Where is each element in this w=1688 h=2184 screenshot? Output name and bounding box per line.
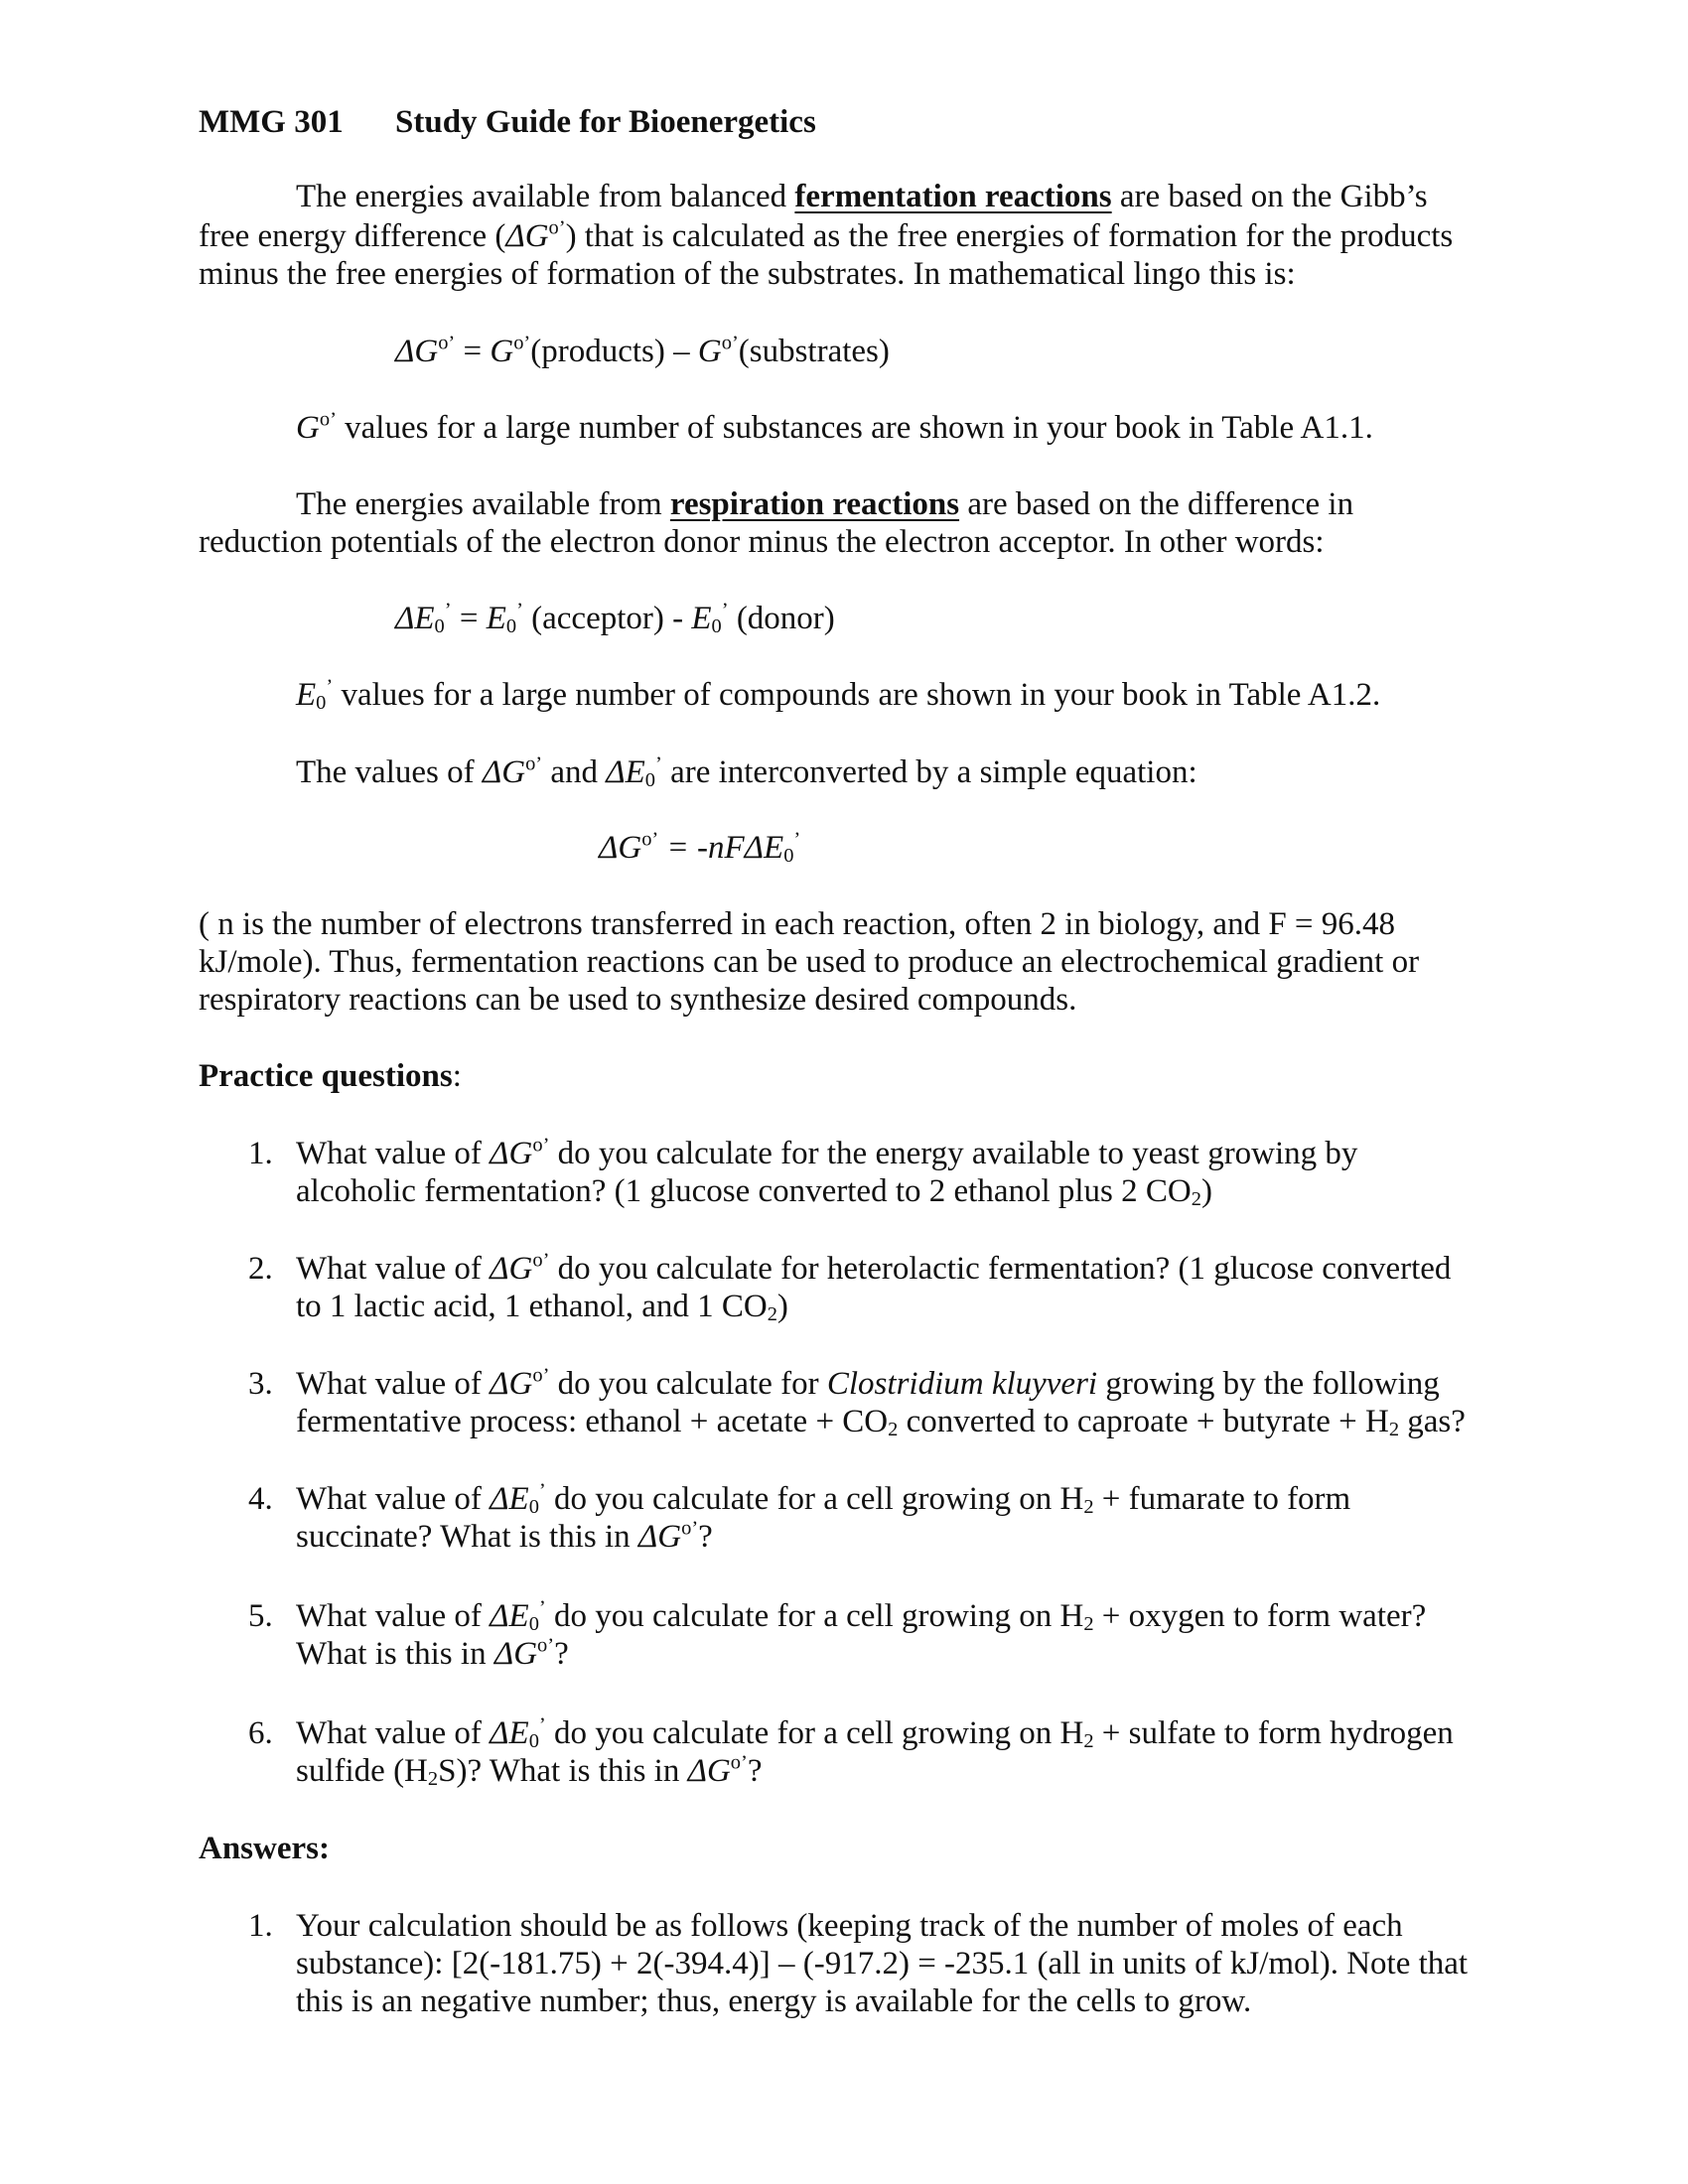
page-title: Study Guide for Bioenergetics xyxy=(395,104,816,140)
question-number: 5. xyxy=(248,1598,273,1634)
question-2-line-1: What value of $\Delta G^{o’}$ do you calculate for heterolactic fermentation? (1 glucose converted xyxy=(296,1249,1452,1287)
e-values-note: $E_0^’$ values for a large number of compounds are shown in your book in Table A1.2. xyxy=(296,675,1381,715)
answer-1-line-1: Your calculation should be as follows (keeping track of the number of moles of each xyxy=(296,1908,1403,1944)
question-3-line-1: What value of $\Delta G^{o’}$ do you calculate for Clostridium kluyveri growing by the following xyxy=(296,1364,1440,1402)
g-values-note: $G^{o’}$ values for a large number of substances are shown in your book in Table A1.1. xyxy=(296,408,1373,446)
question-number: 1. xyxy=(248,1136,273,1171)
question-4-line-1: What value of $\Delta E_0^’$ do you calculate for a cell growing on $H_2$ + fumarate to form xyxy=(296,1479,1351,1519)
question-5-line-2: What is this in $\Delta G^{o’}$? xyxy=(296,1634,569,1672)
answer-1-line-2: substance): [2(-181.75) + 2(-394.4)] – (-917.2) = -235.1 (all in units of kJ/mol). Note that xyxy=(296,1946,1469,1981)
question-4-line-2: succinate? What is this in $\Delta G^{o’}$? xyxy=(296,1517,713,1555)
respiration-reactions-term: respiration reactions xyxy=(669,486,960,522)
organism-name: Clostridium kluyveri xyxy=(826,1366,1098,1402)
practice-questions-heading: Practice questions: xyxy=(199,1058,462,1094)
question-3-line-2: fermentative process: ethanol + acetate + $CO_2$ converted to caproate + butyrate + $H_2$ gas? xyxy=(296,1404,1466,1441)
equation-delta-g: $\Delta G^{o’}$ = $G^{o’}(products)$ – $G^{o’}(substrates)$ xyxy=(395,332,890,369)
course-code: MMG 301 xyxy=(199,104,344,140)
question-5-line-1: What value of $\Delta E_0^’$ do you calculate for a cell growing on $H_2$ + oxygen to form water? xyxy=(296,1596,1427,1636)
answers-heading: Answers: xyxy=(199,1831,330,1866)
question-number: 2. xyxy=(248,1251,273,1287)
question-6-line-2: sulfide $(H_2S)$? What is this in $\Delta G^{o’}$? xyxy=(296,1751,763,1791)
question-1-line-1: What value of $\Delta G^{o’}$ do you calculate for the energy available to yeast growing by xyxy=(296,1134,1358,1171)
intro-paragraph-1-line-1: The energies available from balanced fermentation reactions are based on the Gibb’s xyxy=(296,179,1428,214)
equation-interconversion: $\Delta G^{o’} = -nF\Delta E_0^’$ xyxy=(599,828,801,868)
answer-number: 1. xyxy=(248,1908,273,1944)
intro-paragraph-4-line-1: ( n is the number of electrons transferred in each reaction, often 2 in biology, and F = 96.48 xyxy=(199,906,1396,942)
answer-1-line-3: this is an negative number; thus, energy is available for the cells to grow. xyxy=(296,1983,1252,2019)
question-number: 3. xyxy=(248,1366,273,1402)
intro-paragraph-4-line-3: respiratory reactions can be used to synthesize desired compounds. xyxy=(199,982,1077,1018)
intro-paragraph-4-line-2: kJ/mole). Thus, fermentation reactions can be used to produce an electrochemical gradient or xyxy=(199,944,1420,980)
equation-delta-e: $\Delta E_0^’ = E_0^’$ (acceptor) - $E_0^’$ (donor) xyxy=(395,599,835,638)
fermentation-reactions-term: fermentation reactions xyxy=(794,179,1112,214)
intro-paragraph-2-line-1: The energies available from respiration reactions are based on the difference in xyxy=(296,486,1354,522)
intro-paragraph-2-line-2: reduction potentials of the electron donor minus the electron acceptor. In other words: xyxy=(199,524,1325,560)
question-number: 6. xyxy=(248,1715,273,1751)
intro-paragraph-1-line-2: free energy difference $(\Delta G^{o’})$ that is calculated as the free energies of formation for the products xyxy=(199,216,1454,254)
question-2-line-2: to 1 lactic acid, 1 ethanol, and 1 $CO_2$) xyxy=(296,1289,788,1326)
question-number: 4. xyxy=(248,1481,273,1517)
interconversion-sentence: The values of $\Delta G^{o’}$ and $\Delta E_0^’$ are interconverted by a simple equation: xyxy=(296,752,1197,792)
question-1-line-2: alcoholic fermentation? (1 glucose converted to 2 ethanol plus 2 $CO_2$) xyxy=(296,1173,1212,1211)
question-6-line-1: What value of $\Delta E_0^’$ do you calculate for a cell growing on $H_2$ + sulfate to form hydrogen xyxy=(296,1713,1454,1753)
intro-paragraph-1-line-3: minus the free energies of formation of the substrates. In mathematical lingo this is: xyxy=(199,256,1296,292)
